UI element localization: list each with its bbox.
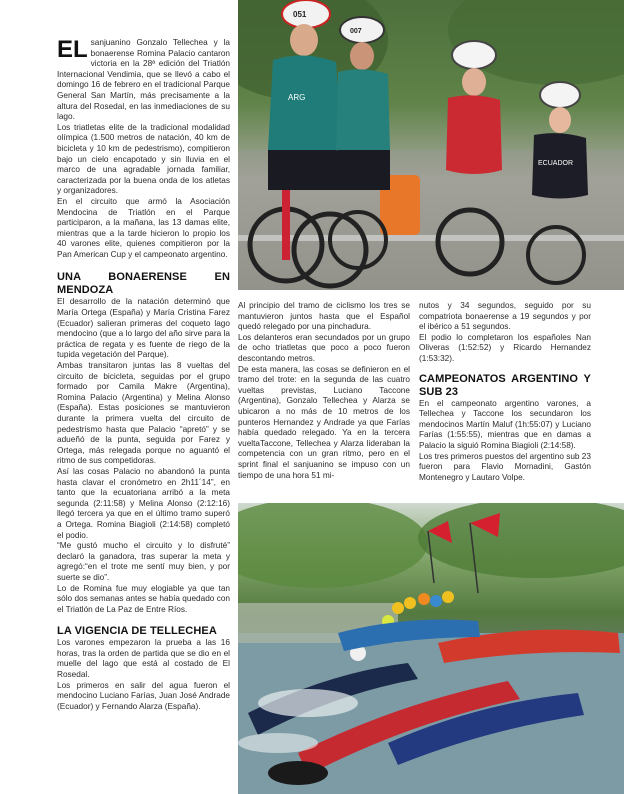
section-heading-bonaerense: UNA BONAERENSE EN MENDOZA: [57, 271, 230, 297]
swim-start-illustration: [238, 503, 624, 794]
jersey-text-1: ARG: [288, 93, 306, 102]
intro-paragraph-2: Los triatletas elite de la tradicional modalidad olímpica (1.500 metros de natación, 40 km de bicicleta y 10 km de pedestrismo), compitieron bajo un cielo encapotado y sin lluvia en el marco de una agradable jornada familiar, caracterizada por la buena onda de los atletas y organizadores.: [57, 122, 230, 196]
section1-paragraph-1: El desarrollo de la natación determinó que María Ortega (España) y María Cristina Farez (Ecuador) salieran primeras del coqueto lago mendocino (que a lo largo del año sirve para la práctica de regata y es fuente de riego de la tupida vegetación del Parque).: [57, 297, 230, 360]
jersey-text-2: ECUADOR: [538, 160, 574, 167]
col2-paragraph-1: Al principio del tramo de ciclismo los tres se mantuvieron juntos hasta que el Español quedó relegado por una pinchadura.: [238, 301, 410, 332]
col3-paragraph-4: Los tres primeros puestos del argentino sub 23 fueron para Flavio Mornadini, Gastón Montenegro y Lautaro Volpe.: [419, 451, 591, 482]
swim-start-photo: [238, 503, 624, 794]
cyclists-illustration: [238, 0, 624, 290]
section1-paragraph-3: Así las cosas Palacio no abandonó la punta hasta clavar el cronómetro en 2h11´14”, en tanto que la ecuatoriana arribó a la meta segunda (2:11:58) y Melina Alonso (2:12:16) llegó tercera ya que en el último tramo superó a Ortega. Romina Biagioli (2:14:58) completó el podio.: [57, 466, 230, 540]
bib-number-1: 051: [293, 10, 307, 19]
section-heading-campeonatos: CAMPEONATOS ARGENTINO Y SUB 23: [419, 372, 591, 398]
intro-paragraph-1: EL sanjuanino Gonzalo Tellechea y la bonaerense Romina Palacio cantaron victoria en la 28ª edición del Triatlón Internacional Vendimia, que se llevó a cabo el domingo 16 de febrero en el tradicional Parque General San Martín, más precisamente a la altura del Rosedal, en las inmediaciones de su lago.: [57, 36, 230, 122]
article-column-3: [419, 301, 591, 483]
col2-paragraph-2: Los delanteros eran secundados por un grupo de ocho triatletas que poco a poco fueron descontando metros.: [238, 332, 410, 363]
article-column-1: [57, 38, 230, 712]
section1-paragraph-5: Lo de Romina fue muy elogiable ya que tan sólo dos semanas antes se había quedado con el Triatlón de La Paz de Entre Ríos.: [57, 583, 230, 614]
bib-number-2: 007: [350, 28, 362, 35]
col3-paragraph-1: nutos y 34 segundos, seguido por su compatriota bonaerense a 19 segundos y por el ibérico a 51 segundos.: [419, 301, 591, 332]
section1-paragraph-2: Ambas transitaron juntas las 8 vueltas del circuito de bicicleta, seguidas por el grupo formado por Camila Makre (Argentina), Romina Palacio (Argentina) y Melina Alonso (España). Estas posiciones se mantuvieron durante la primera vuelta del circuito de pedestrismo hasta que Palacio “apretó” y se adueñó de la punta, seguida por Farez y Ortega, más relegada porque no aguantó el ritmo de sus competidoras.: [57, 361, 230, 466]
col3-paragraph-3: En el campeonato argentino varones, a Tellechea y Taccone los secundaron los mendocinos Martín Maluf (1h:55:07) y Luciano Farías (1:55:55), mientras que en damas a Palacio la siguió Romina Biagioli (2:14:58).: [419, 398, 591, 450]
drop-cap: EL: [57, 36, 88, 63]
col3-paragraph-2: El podio lo completaron los españoles Nan Oliveras (1:52:52) y Ricardo Hernandez (1:53:32).: [419, 332, 591, 363]
section2-paragraph-1: Los varones empezaron la prueba a las 16 horas, tras la orden de partida que se dio en el muelle del lago que está al costado de El Rosedal.: [57, 638, 230, 680]
article-column-2: [238, 301, 410, 481]
section1-paragraph-4: “Me gustó mucho el circuito y lo disfruté” declaró la ganadora, tras superar la meta y agregó:“en el trote me sentí muy bien, y por suerte se dio”.: [57, 541, 230, 582]
intro-paragraph-3: En el circuito que armó la Asociación Mendocina de Triatlón en el Parque participaron, a la mañana, las 13 damas elite, mientras que a la tarde hicieron lo propio los 40 varones elite, quienes compitieron por la Pan American Cup y el campeonato argentino.: [57, 196, 230, 259]
section2-paragraph-2: Los primeros en salir del agua fueron el mendocino Luciano Farías, Juan José Andrade (Ecuador) y Fernando Alarza (España).: [57, 680, 230, 711]
col2-paragraph-3: De esta manera, las cosas se definieron en el tramo del trote: en la segunda de las cuatro vueltas previstas, Luciano Taccone (Argentina), Gonzalo Tellechea y Alarza se ubicaron a no más de 10 metros de los punteros Hernandez y Andrade ya que Farías había quedado relegado. Ya en la tercera vueltaTaccone, Tellechea y Alarza lideraban la competencia con un gran ritmo, pero en el sprint final el sanjuanino se impuso con un tiempo de una hora 51 mi-: [238, 364, 410, 480]
section-heading-tellechea: LA VIGENCIA DE TELLECHEA: [57, 625, 217, 638]
cyclists-photo: [238, 0, 624, 290]
